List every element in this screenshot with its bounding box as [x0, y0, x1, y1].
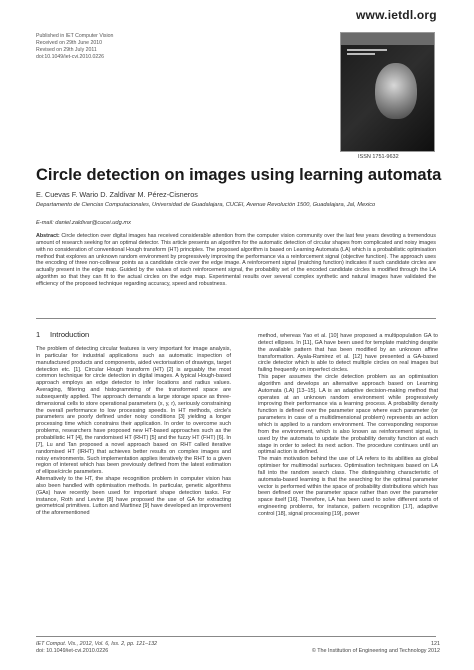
abstract-label: Abstract:: [36, 233, 60, 239]
paper-title: Circle detection on images using learning automata: [36, 166, 442, 184]
author-list: E. Cuevas F. Wario D. Zaldivar M. Pérez-Cisneros: [36, 190, 198, 199]
cover-face-graphic: [375, 63, 417, 119]
section-number: 1: [36, 330, 41, 339]
body-column-left: The problem of detecting circular features is very important for image analysis, in particular for industrial applications such as automatic inspection of manufactured products and components, aided vectorisation of drawings, target detection etc. [1]. Circular Hough transform (HT) [2] is arguably the most common technique for circle detection in digital images. A typical Hough-based approach employs an edge detector to infer locations and radius values. Averaging, filtering and histogramming of the transformed space are subsequently applied. The approach demands a large storage space as three-dimensional cells to store operational parameters (x, y, r), seriously constraining the overall performance to low processing speeds. In HT methods, circle's parameters are poorly defined under noisy conditions [3] yielding a longer processing time which constrains their application. In order to overcome such problems, researchers have proposed new HT-based approaches such as the probabilistic HT [4], the randomised HT (RHT) [5] and the fuzzy HT (FHT) [6]. In [7], Lu and Tan proposed a novel approach based on RHT called iterative randomised HT (IRHT) that achieves better results on complex images and noisy environments. Such implementation applies iteratively the RHT to a given region of interest which has been previously defined from the latest estimation of ellipse/circle parameters. Alternatively to the HT, the shape recognition problem in computer vision has also been handled with optimisation methods. In particular, genetic algorithms (GAs) have recently been used for important shape detection tasks. For instance, Roth and Levine [8] have proposed the use of GA for extracting geometrical primitives. Lutton and Martinez [9] have developed an improvement of the aforementioned: [36, 346, 231, 517]
contact-email: E-mail: daniel.zaldivar@cucei.udg.mx: [36, 220, 131, 226]
abstract-block: [36, 233, 436, 288]
revised-line: Revised on 29th July 2011: [36, 47, 97, 53]
abstract-divider: [36, 318, 436, 319]
body-column-right: method, whereas Yao et al. [10] have proposed a multipopulation GA to detect ellipses. In [11], GA have been used for template matching despite the available pattern that has been modified by an unknown affine transformation. Ayala-Ramirez et al. [12] have presented a GA-based circle detector which is able to detect multiple circles on real images but failing frequently on imperfect circles. This paper assumes the circle detection problem as an optimisation algorithm and develops an alternative approach based on Learning Automata (LA) [13–15]. LA is an adaptive decision-making method that operates at an unknown random environment while progressively improving their performance via a learning process. A probability density function is defined over the parameter space where each parameter (or parameters in case of a multidimensional problem) represents an action which is applied to a random environment. The corresponding response from the environment, which is also known as reinforcement signal, is used by the automata to update the probability density function at each stage in order to select its next action. The procedure continues until an optimal action is defined. The main motivation behind the use of LA refers to its abilities as global optimiser for multimodal surfaces. Optimisation techniques based on LA fall into the random search class. The distinguishing characteristic of automata-based learning is that the searching for the optimal parameter vector is performed within the space of probability distributions which has been defined over the parameter space rather than over the parameter space itself [16]. Therefore, LA has been used to solve different sorts of engineering problems, for instance, pattern recognition [17], adaptive control [18], signal processing [19], power: [258, 333, 438, 517]
site-url-link[interactable]: www.ietdl.org: [356, 8, 437, 22]
received-line: Received on 29th June 2010: [36, 40, 103, 46]
cover-title-line: [347, 49, 387, 51]
footer-divider: [36, 636, 436, 637]
cover-subtitle-line: [347, 53, 375, 55]
section-title: Introduction: [50, 330, 90, 339]
journal-cover-image: [340, 32, 435, 152]
footer-citation: [36, 641, 157, 655]
issn-label: ISSN 1751-9632: [358, 154, 399, 160]
doi-line: doi:10.1049/iet-cvi.2010.0226: [36, 54, 105, 60]
affiliation: Departamento de Ciencias Computacionales, Universidad de Guadalajara, CUCEI, Avenue Revolución 1500, Guadalajara, Jal, Mexico: [36, 202, 376, 208]
section-heading: [36, 330, 89, 339]
page-number: 121: [431, 641, 440, 647]
copyright-notice: © The Institution of Engineering and Technology 2012: [311, 648, 440, 654]
cover-band: [341, 33, 434, 45]
footer-doi: doi: 10.1049/iet-cvi.2010.0226: [36, 648, 109, 654]
footer-journal-ref: IET Comput. Vis., 2012, Vol. 6, Iss. 2, pp. 121–132: [36, 641, 158, 647]
abstract-text: Circle detection over digital images has received considerable attention from the computer vision community over the last few years devoting a tremendous amount of research seeking for an optimal detector. This article presents an algorithm for the automatic detection of circular shapes from complicated and noisy images with no consideration of conventional Hough transform (HT) principles. The proposed algorithm is based on Learning Automata (LA) which is a probabilistic optimisation method that explores an unknown random environment by progressively improving the performance via a reinforcement signal (objective function). The approach uses the encoding of three non-collinear points as a candidate circle over the edge image. A reinforcement signal (matching function) indicates if such candidate circles are actually present in the edge map. Guided by the values of such reinforcement signal, the probability set of the encoded candidate circles is modified through the LA algorithm so that they can fit to the actual circles on the edge map. Experimental results over several complex synthetic and natural images have validated the efficiency of the proposed technique regarding accuracy, speed and robustness.: [36, 233, 436, 287]
footer-page-info: [292, 641, 440, 655]
published-line: Published in IET Computer Vision: [36, 33, 114, 39]
